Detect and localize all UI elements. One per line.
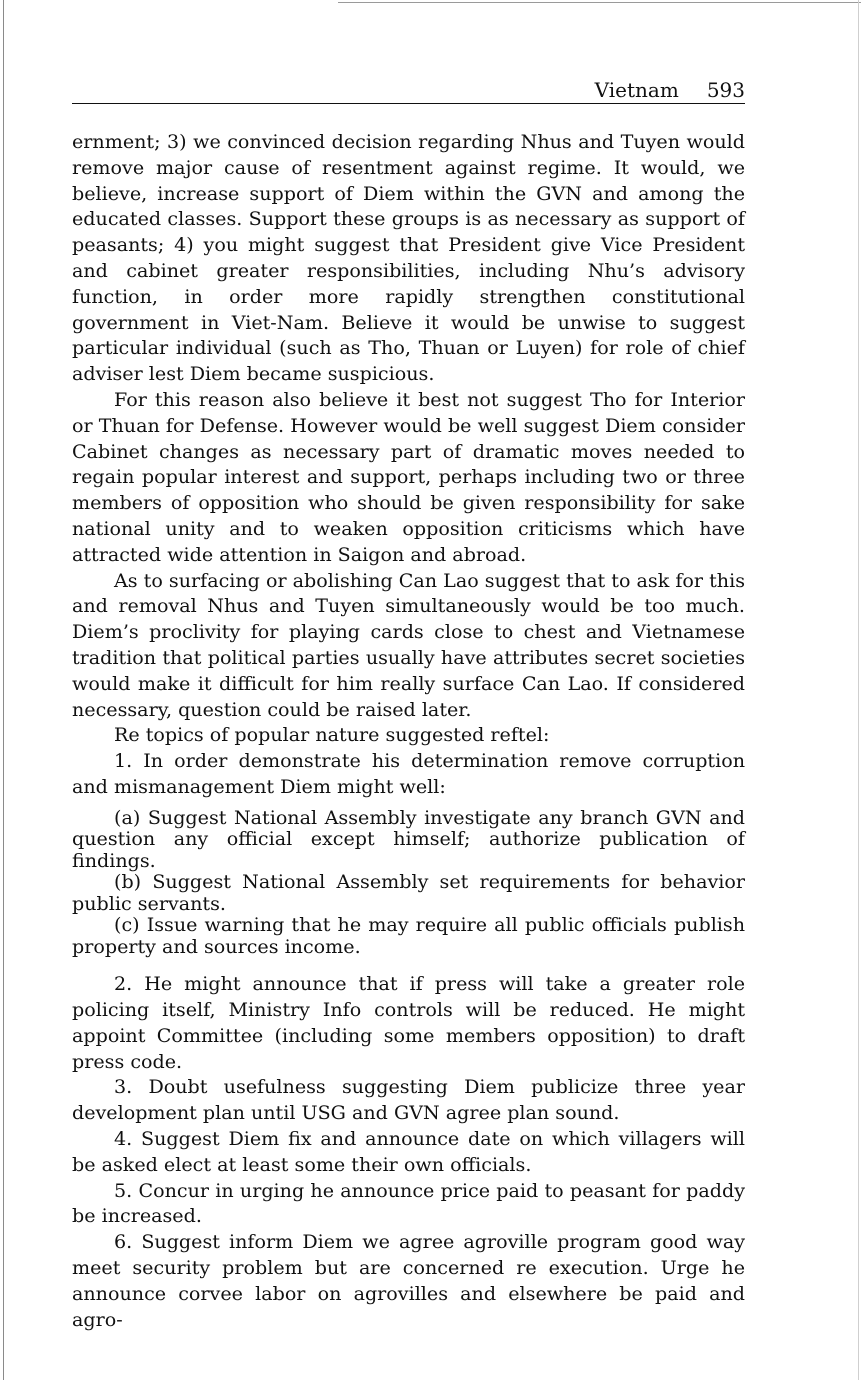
sub-item-list	[72, 807, 745, 958]
paragraph: For this reason also believe it best not suggest Tho for Interior or Thuan for Defense. However would be well suggest Diem consider Cabinet changes as necessary part of dramatic moves needed to regain popular interest and support, perhaps including two or three members of opposition who should be given responsibility for sake national unity and to weaken opposition criticisms which have attracted wide attention in Saigon and abroad.	[72, 387, 745, 566]
sub-item: (c) Issue warning that he may require all public officials publish property and sources income.	[72, 913, 745, 958]
paragraph: Re topics of popular nature suggested reftel:	[114, 723, 550, 747]
page-right-edge	[858, 0, 859, 1380]
numbered-item: 5. Concur in urging he announce price paid to peasant for paddy be increased.	[72, 1178, 745, 1228]
sub-item: (b) Suggest National Assembly set requirements for behavior public servants.	[72, 870, 745, 915]
numbered-item: 3. Doubt usefulness suggesting Diem publicize three year development plan until USG and GVN agree plan sound.	[72, 1075, 745, 1125]
page-number: 593	[706, 78, 745, 102]
sub-item: (a) Suggest National Assembly investigate any branch GVN and question any official except himself; authorize publication of findings.	[72, 805, 745, 872]
body-text	[72, 129, 745, 1332]
page-left-edge	[3, 0, 4, 1380]
running-head-title: Vietnam	[594, 78, 679, 102]
header-rule	[72, 103, 745, 104]
paragraph: 1. In order demonstrate his determination remove corruption and mismanagement Diem might well:	[72, 749, 745, 798]
running-head	[72, 78, 745, 102]
page-top-edge	[338, 2, 861, 3]
paragraph-continued: ernment; 3) we convinced decision regarding Nhus and Tuyen would remove major cause of resentment against regime. It would, we believe, increase support of Diem within the GVN and among the educated classes. Support these groups is as necessary as support of peasants; 4) you might suggest that President give Vice President and cabinet greater responsibilities, including Nhu’s advisory function, in order more rapidly strengthen constitutional government in Viet-Nam. Believe it would be unwise to suggest particular individual (such as Tho, Thuan or Luyen) for role of chief adviser lest Diem became suspicious.	[72, 130, 745, 386]
numbered-item: 4. Suggest Diem fix and announce date on which villagers will be asked elect at least some their own officials.	[72, 1127, 745, 1176]
paragraph: As to surfacing or abolishing Can Lao suggest that to ask for this and removal Nhus and Tuyen simultaneously would be too much. Diem’s proclivity for playing cards close to chest and Vietnamese tradition that political parties usually have attributes secret societies would make it difficult for him really surface Can Lao. If considered necessary, question could be raised later.	[72, 568, 745, 721]
numbered-item: 2. He might announce that if press will take a greater role policing itself, Ministry Info controls will be reduced. He might appoint Committee (including some members opposition) to draft press code.	[72, 972, 745, 1073]
numbered-item: 6. Suggest inform Diem we agree agroville program good way meet security problem but are concerned re execution. Urge he announce corvee labor on agrovilles and elsewhere be paid and agro-	[72, 1230, 745, 1331]
